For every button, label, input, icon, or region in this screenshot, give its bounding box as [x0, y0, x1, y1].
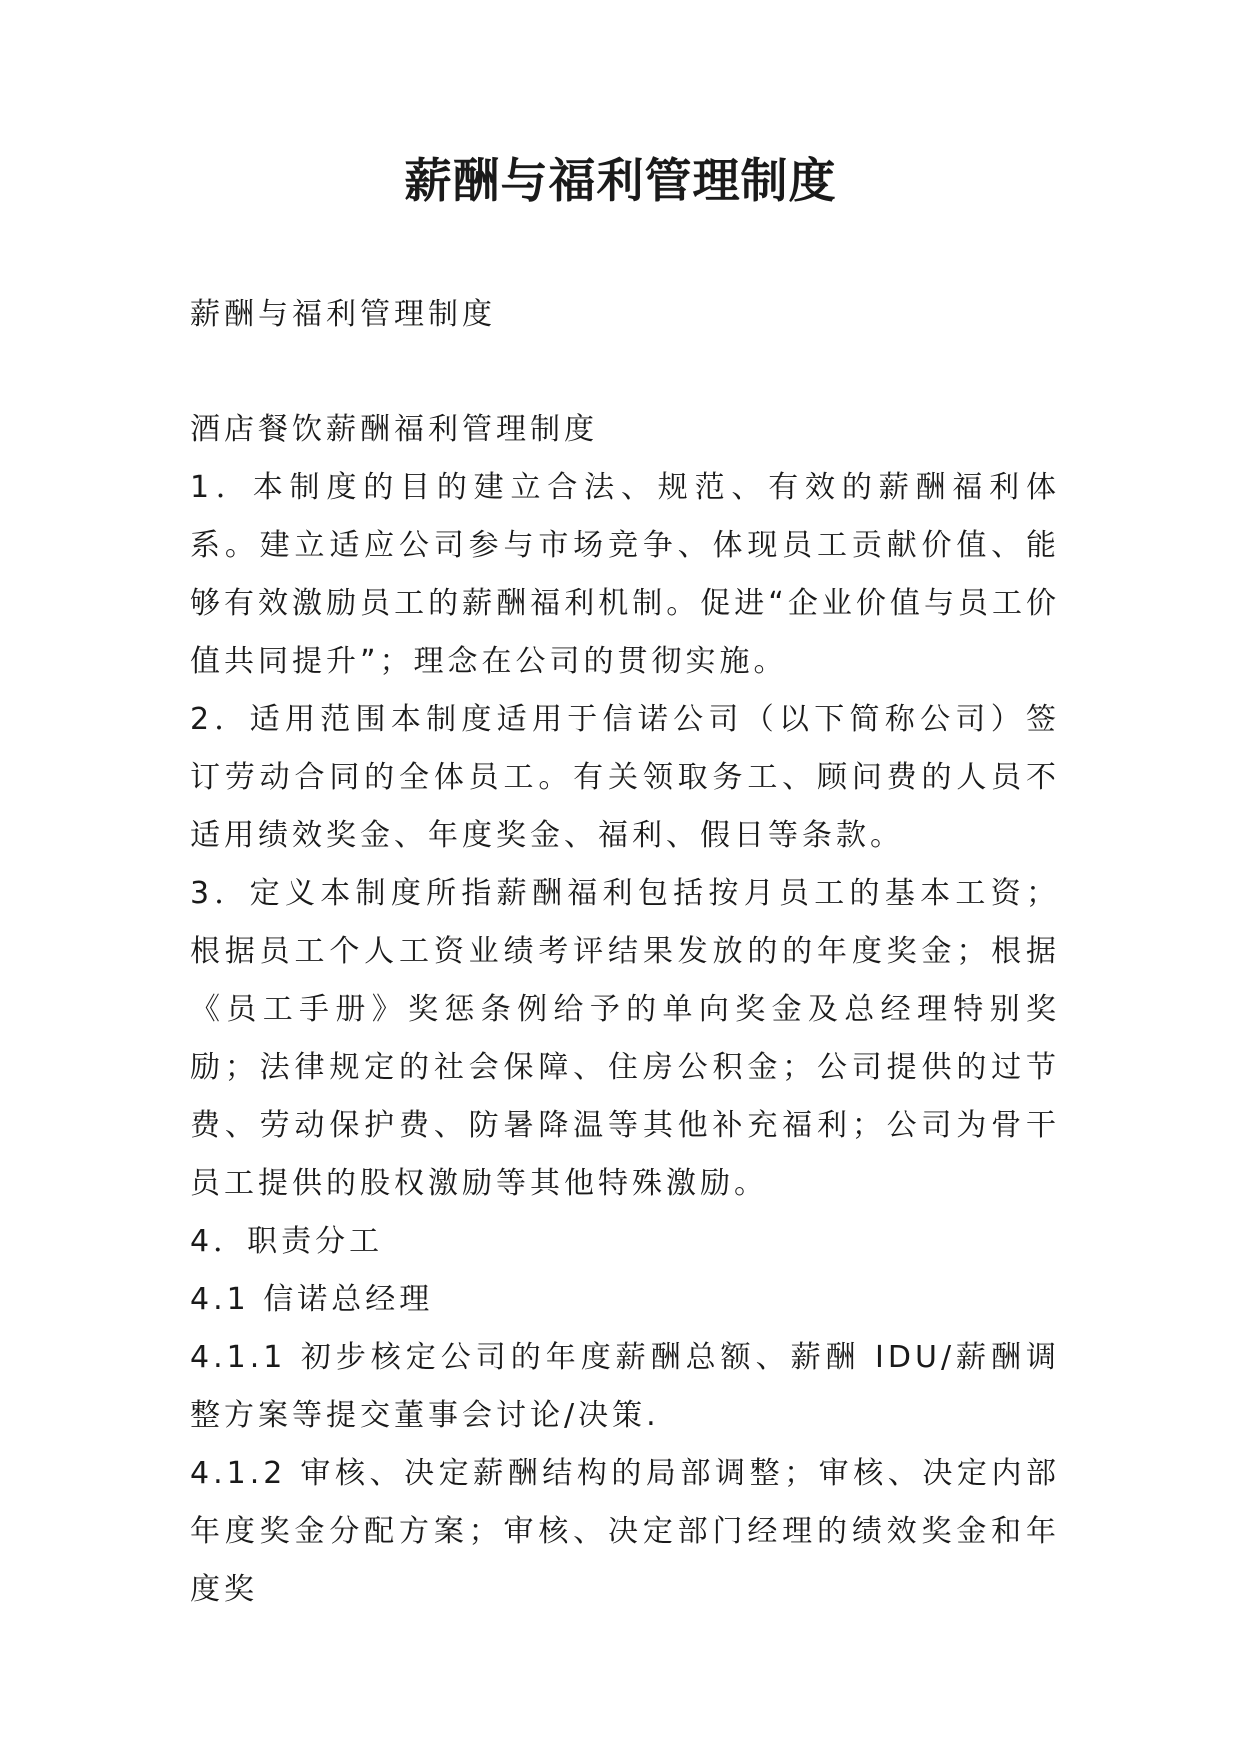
paragraph-section-4-1-2: 4.1.2 审核、决定薪酬结构的局部调整；审核、决定内部年度奖金分配方案；审核、决定部门经理的绩效奖金和年度奖: [190, 1456, 1060, 1607]
paragraph-definition: 3．定义本制度所指薪酬福利包括按月员工的基本工资；根据员工个人工资业绩考评结果发放的的年度奖金；根据《员工手册》奖惩条例给予的单向奖金及总经理特别奖励；法律规定的社会保障、住房公积金；公司提供的过节费、劳动保护费、防暑降温等其他补充福利；公司为骨干员工提供的股权激励等其他特殊激励。: [190, 876, 1060, 1201]
document-title: 薪酬与福利管理制度: [404, 154, 837, 209]
paragraph-responsibilities: 4．职责分工: [190, 1224, 384, 1259]
document-body: [190, 401, 1060, 1619]
document-subtitle: 薪酬与福利管理制度: [190, 297, 496, 332]
paragraph-purpose: 1．本制度的目的建立合法、规范、有效的薪酬福利体系。建立适应公司参与市场竞争、体现员工贡献价值、能够有效激励员工的薪酬福利机制。促进“企业价值与员工价值共同提升”；理念在公司的贯彻实施。: [190, 470, 1060, 679]
paragraph-section-4-1: 4.1 信诺总经理: [190, 1282, 434, 1317]
paragraph-section-4-1-1: 4.1.1 初步核定公司的年度薪酬总额、薪酬 IDU/薪酬调整方案等提交董事会讨论/决策.: [190, 1340, 1060, 1433]
paragraph-scope: 2．适用范围本制度适用于信诺公司（以下简称公司）签订劳动合同的全体员工。有关领取务工、顾问费的人员不适用绩效奖金、年度奖金、福利、假日等条款。: [190, 702, 1060, 853]
paragraph-heading: 酒店餐饮薪酬福利管理制度: [190, 412, 598, 447]
